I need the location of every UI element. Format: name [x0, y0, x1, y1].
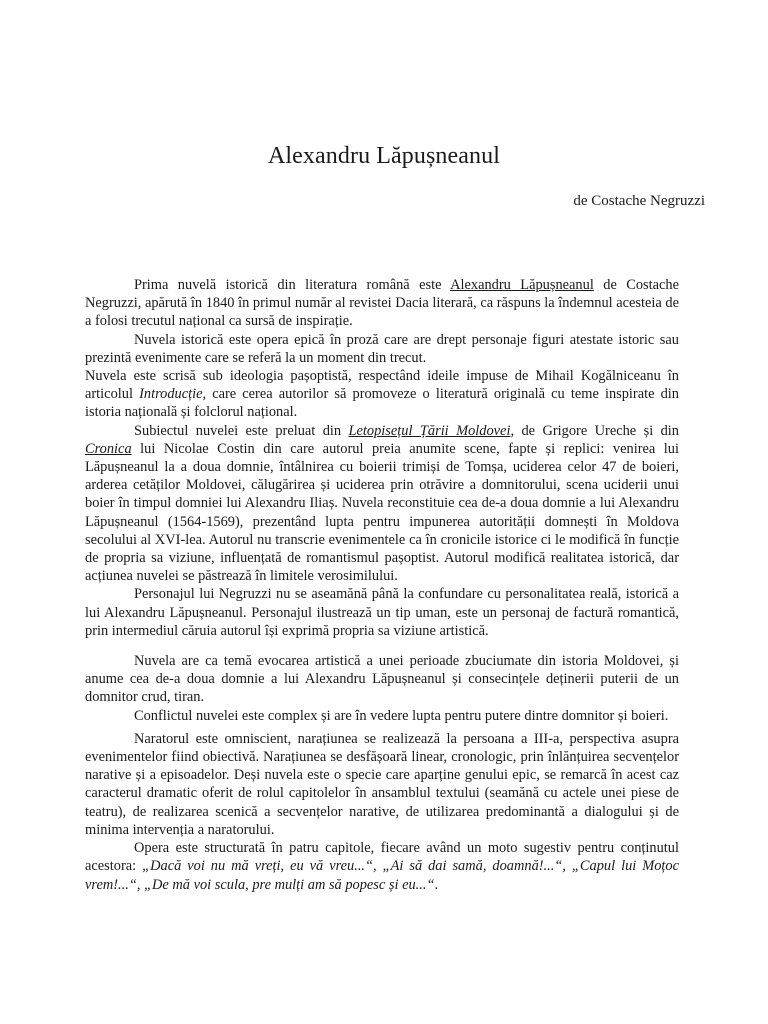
- author-line: de Costache Negruzzi: [573, 193, 705, 209]
- document-title: Alexandru Lăpușneanul: [267, 143, 501, 169]
- paragraph-7: Conflictul nuvelei este complex și are în vedere lupta pentru putere dintre domnitor și boieri.: [134, 707, 669, 724]
- paragraph-4: Subiectul nuvelei este preluat din Letopisețul Țării Moldovei, de Grigore Ureche și din Cronica lui Nicolae Costin din care autorul preia anumite scene, fapte și replici: venirea lui Lăpușneanul la a doua domnie, întâlnirea cu boierii trimiși de Tomșa, uciderea celor 47 de boieri, arderea cetăților Moldovei, călugărirea și uciderea prin otrăvire a domnitorului, scena uciderii unui boier în timpul domniei lui Alexandru Iliaș. Nuvela reconstituie cea de-a doua domnie a lui Alexandru Lăpușneanul (1564-1569), prezentând lupta pentru impunerea autorității domnești în Moldova secolului al XVI-lea. Autorul nu transcrie evenimentele ca în cronicile istorice ci le modifică în funcție de propria sa viziune, influențată de romantismul pașoptist. Autorul modifică realitatea istorică, dar acțiunea nuvelei se păstrează în limitele verosimilului.: [85, 422, 679, 585]
- paragraph-spacer: [85, 640, 679, 652]
- paragraph-5: Personajul lui Negruzzi nu se aseamănă până la confundare cu personalitatea reală, istorică a lui Alexandru Lăpușneanul. Personajul ilustrează un tip uman, este un personaj de factură romantică, prin intermediul căruia autorul își exprimă propria sa viziune artistică.: [85, 586, 679, 639]
- document-body: [85, 276, 679, 894]
- paragraph-9: Opera este structurată în patru capitole, fiecare având un moto sugestiv pentru conținutul acestora: „Dacă voi nu mă vreți, eu vă vreu...“, „Ai să dai samă, doamnă!...“, „Capul lui Moțoc vrem!...“, „De mă voi scula, pre mulți am să popesc și eu...“.: [85, 840, 679, 893]
- article-title: Introducție,: [139, 386, 207, 403]
- novel-title-link[interactable]: Alexandru Lăpușneanul: [450, 277, 594, 293]
- chapter-mottos: „Dacă voi nu mă vreți, eu vă vreu...“, „Ai să dai samă, doamnă!...“, „Capul lui Moțoc vrem!...“, „De mă voi scula, pre mulți am să popesc și eu...“: [85, 858, 679, 893]
- paragraph-8: Naratorul este omniscient, narațiunea se realizează la persoana a III-a, perspectiva asupra evenimentelor fiind obiectivă. Narațiunea se desfășoară linear, cronologic, prin înlănțuirea secvențelor narative și a episoadelor. Deși nuvela este o specie care aparține genului epic, se remarcă în acest caz caracterul dramatic oferit de rolul capitolelor în ansamblul textului (seamănă cu actele unei piese de teatru), de realizarea scenică a secvențelor narative, de utilizarea predominantă a dialogului și de minima intervenția a naratorului.: [85, 730, 679, 838]
- paragraph-3: Nuvela este scrisă sub ideologia pașoptistă, respectând ideile impuse de Mihail Kogălniceanu în articolul Introducție, care cerea autorilor să promoveze o literatură originală cu teme inspirate din istoria națională și folclorul național.: [85, 368, 679, 421]
- paragraph-6: Nuvela are ca temă evocarea artistică a unei perioade zbuciumate din istoria Moldovei, și anume cea de-a doua domnie a lui Alexandru Lăpușneanul și consecințele deținerii puterii de un domnitor crud, tiran.: [85, 653, 679, 706]
- letopisetul-link[interactable]: Letopisețul Țării Moldovei: [348, 422, 511, 439]
- paragraph-1: Prima nuvelă istorică din literatura română este Alexandru Lăpușneanul de Costache Negruzzi, apărută în 1840 în primul număr al revistei Dacia literară, ca răspuns la îndemnul acesteia de a folosi trecutul național ca sursă de inspirație.: [85, 277, 680, 330]
- paragraph-2: Nuvela istorică este opera epică în proză care are drept personaje figuri atestate istoric sau prezintă evenimente care se referă la un moment din trecut.: [85, 331, 679, 366]
- cronica-link[interactable]: Cronica: [85, 440, 132, 457]
